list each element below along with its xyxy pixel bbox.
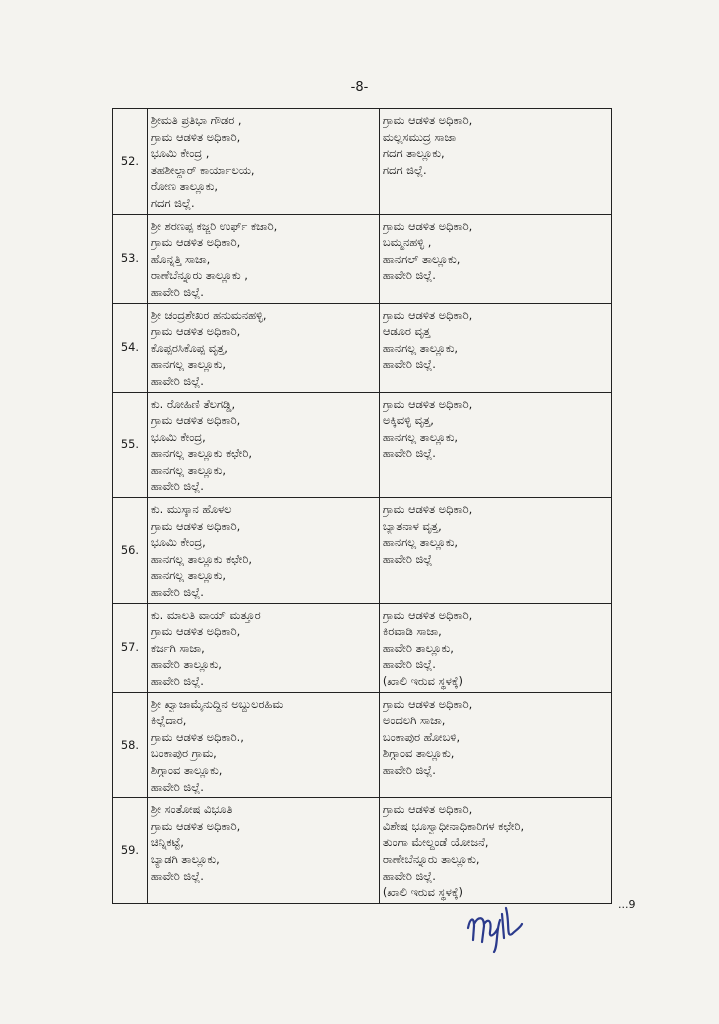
- address-line: ಭೂಮಿ ಕೇಂದ್ರ,: [150, 535, 206, 550]
- serial-number: 57.: [113, 603, 148, 692]
- address-line: ಗ್ರಾಮ ಆಡಳಿತ ಅಧಿಕಾರಿ,: [382, 113, 473, 127]
- new-posting-cell: [379, 692, 611, 798]
- transfer-table-body: [113, 109, 612, 904]
- current-posting-cell: [147, 109, 379, 215]
- address-line: ಗ್ರಾಮ ಆಡಳಿತ ಅಧಿಕಾರಿ,: [150, 624, 241, 639]
- address-line: ಹಾವೇರಿ ಜಿಲ್ಲೆ.: [382, 868, 436, 883]
- table-row: [113, 109, 612, 215]
- new-posting-cell: [379, 109, 611, 215]
- address-line: ಗ್ರಾಮ ಆಡಳಿತ ಅಧಿಕಾರಿ,: [150, 129, 241, 144]
- new-posting-cell: [379, 392, 611, 498]
- address-line: ತಹಶೀಲ್ದಾರ್ ಕಾರ್ಯಾಲಯ,: [150, 162, 255, 177]
- address-line: ಹಾವೇರಿ ಜಿಲ್ಲೆ.: [382, 657, 436, 672]
- continued-marker: ...9: [618, 898, 636, 911]
- address-line: ರಾಣೆಬೆನ್ನೂರು ತಾಲ್ಲೂಕು ,: [150, 268, 248, 283]
- address-line: ಹಾವೇರಿ ಜಿಲ್ಲೆ.: [382, 268, 436, 283]
- address-line: ಮಲ್ಲಸಮುದ್ರ ಸಾಜಾ: [382, 129, 457, 144]
- address-line: ಚಿನ್ನಿಕಟ್ಟೆ,: [150, 835, 184, 850]
- table-row: [113, 798, 612, 904]
- address-line: ಗ್ರಾಮ ಆಡಳಿತ ಅಧಿಕಾರಿ,: [382, 396, 473, 411]
- address-line: ಶ್ರೀ ಖ್ವಾಜಾಮೈನುದ್ದಿನ ಅಬ್ದುಲರಹಿಮ: [150, 696, 284, 711]
- address-line: ಗ್ರಾಮ ಆಡಳಿತ ಅಧಿಕಾರಿ,: [382, 802, 473, 817]
- address-line: ಹಾವೇರಿ ಜಿಲ್ಲೆ: [382, 551, 433, 566]
- table-row: [113, 392, 612, 498]
- address-line: ಹಾನಗಲ್ಲ ತಾಲ್ಲೂಕು,: [150, 568, 227, 583]
- address-line: ಶ್ರೀ ಶರಣಪ್ಪ ಕಜ್ಜರಿ ಉರ್ಫ್ ಕಜಾರಿ,: [150, 218, 278, 233]
- address-line: ಹಾವೇರಿ ತಾಲ್ಲೂಕು,: [382, 640, 454, 655]
- current-posting-cell: [147, 392, 379, 498]
- address-line: ಹಾವೇರಿ ಜಿಲ್ಲೆ.: [150, 479, 204, 494]
- address-line: ಶ್ರೀ ಸಂತೋಷ ವಿಭೂತಿ: [150, 802, 233, 817]
- address-line: ಬ್ಯಾತನಾಳ ವೃತ್ತ,: [382, 518, 442, 533]
- address-line: ಬಮ್ಮನಹಳ್ಳಿ ,: [382, 235, 432, 250]
- table-row: [113, 303, 612, 392]
- address-line: ಶಿಗ್ಗಾಂವ ತಾಲ್ಲೂಕು,: [382, 746, 455, 761]
- address-line: ಆಡೂರ ವೃತ್ತ: [382, 324, 431, 339]
- address-line: (ಖಾಲಿ ಇರುವ ಸ್ಥಳಕ್ಕೆ): [382, 885, 463, 900]
- address-line: ಶಿಗ್ಗಾಂವ ತಾಲ್ಲೂಕು,: [150, 762, 223, 777]
- new-posting-cell: [379, 498, 611, 604]
- address-line: ಗದಗ ಜಿಲ್ಲೆ.: [150, 195, 195, 210]
- address-line: ಹಾವೇರಿ ಜಿಲ್ಲೆ.: [150, 779, 204, 794]
- address-line: ಗ್ರಾಮ ಆಡಳಿತ ಅಧಿಕಾರಿ,: [382, 502, 473, 517]
- address-line: ಹಾನಗಲ್ಲ ತಾಲ್ಲೂಕು ಕಛೇರಿ,: [150, 551, 252, 566]
- address-line: ಕಿಲ್ಲೆದಾರ,: [150, 713, 187, 728]
- address-line: (ಖಾಲಿ ಇರುವ ಸ್ಥಳಕ್ಕೆ): [382, 674, 463, 688]
- address-line: ಹಾವೇರಿ ತಾಲ್ಲೂಕು,: [150, 657, 222, 672]
- address-line: ತುಂಗಾ ಮೇಲ್ದಂಡೆ ಯೋಜನೆ,: [382, 835, 489, 850]
- address-line: ಹಾನಗಲ್ಲ ತಾಲ್ಲೂಕು,: [150, 462, 227, 477]
- address-line: ಕೊಪ್ಪರಸಿಕೊಪ್ಪ ವೃತ್ತ,: [150, 340, 228, 355]
- new-posting-cell: [379, 303, 611, 392]
- address-line: ಗ್ರಾಮ ಆಡಳಿತ ಅಧಿಕಾರಿ,: [382, 307, 473, 322]
- address-line: ಗ್ರಾಮ ಆಡಳಿತ ಅಧಿಕಾರಿ,: [150, 818, 241, 833]
- address-line: ಹಾನಗಲ್ಲ ತಾಲ್ಲೂಕು,: [382, 429, 459, 444]
- address-line: ಗ್ರಾಮ ಆಡಳಿತ ಅಧಿಕಾರಿ,: [150, 413, 241, 428]
- address-line: ಹಾನಗಲ್ಲ ತಾಲ್ಲೂಕು ಕಛೇರಿ,: [150, 446, 252, 461]
- new-posting-cell: [379, 798, 611, 904]
- address-line: ಗ್ರಾಮ ಆಡಳಿತ ಅಧಿಕಾರಿ,: [150, 324, 241, 339]
- address-line: ಬಂಕಾಪುರ ಗ್ರಾಮ,: [150, 746, 217, 761]
- address-line: ಕಿರವಾಡಿ ಸಾಜಾ,: [382, 624, 442, 639]
- address-line: ಹೊನ್ನತ್ತಿ ಸಾಜಾ,: [150, 251, 211, 266]
- address-line: ಭೂಮಿ ಕೇಂದ್ರ,: [150, 429, 206, 444]
- current-posting-cell: [147, 214, 379, 303]
- current-posting-cell: [147, 303, 379, 392]
- serial-number: 54.: [113, 303, 148, 392]
- transfer-table: [112, 108, 612, 904]
- new-posting-cell: [379, 603, 611, 692]
- address-line: ಹಾವೇರಿ ಜಿಲ್ಲೆ.: [150, 373, 204, 388]
- address-line: ಗ್ರಾಮ ಆಡಳಿತ ಅಧಿಕಾರಿ,: [150, 235, 241, 250]
- address-line: ಕು. ರೋಹಿಣಿ ತೆಲಗಡ್ಡಿ,: [150, 396, 236, 411]
- table-row: [113, 214, 612, 303]
- address-line: ಅಂದಲಗಿ ಸಾಜಾ,: [382, 713, 446, 728]
- address-line: ಹಾವೇರಿ ಜಿಲ್ಲೆ.: [382, 357, 436, 372]
- serial-number: 52.: [113, 109, 148, 215]
- current-posting-cell: [147, 692, 379, 798]
- address-line: ಹಾವೇರಿ ಜಿಲ್ಲೆ.: [150, 868, 204, 883]
- address-line: ಗ್ರಾಮ ಆಡಳಿತ ಅಧಿಕಾರಿ,: [382, 607, 473, 622]
- current-posting-cell: [147, 603, 379, 692]
- address-line: ಭೂಮಿ ಕೇಂದ್ರ ,: [150, 146, 210, 161]
- address-line: ಗ್ರಾಮ ಆಡಳಿತ ಅಧಿಕಾರಿ.,: [150, 729, 244, 744]
- address-line: ಗ್ರಾಮ ಆಡಳಿತ ಅಧಿಕಾರಿ,: [382, 696, 473, 711]
- address-line: ಶ್ರೀಮತಿ ಪ್ರತಿಭಾ ಗೌಡರ ,: [150, 113, 242, 127]
- address-line: ಕು. ಮುಸ್ಕಾನ ಹೊಳಲ: [150, 502, 232, 517]
- address-line: ಶ್ರೀ ಚಂದ್ರಶೇಖರ ಹನುಮನಹಳ್ಳಿ,: [150, 307, 267, 322]
- table-row: [113, 498, 612, 604]
- address-line: ಕು. ಮಾಲತಿ ವಾಯ್ ಮತ್ತೂರ: [150, 607, 261, 622]
- address-line: ರೋಣ ತಾಲ್ಲೂಕು,: [150, 179, 218, 194]
- address-line: ಹಾವೇರಿ ಜಿಲ್ಲೆ.: [150, 284, 204, 299]
- address-line: ಹಾವೇರಿ ಜಿಲ್ಲೆ.: [150, 674, 204, 688]
- address-line: ಅಕ್ಕಿವಳ್ಳಿ ವೃತ್ತ,: [382, 413, 434, 428]
- address-line: ಬಂಕಾಪುರ ಹೋಬಳಿ,: [382, 729, 461, 744]
- serial-number: 58.: [113, 692, 148, 798]
- table-row: [113, 692, 612, 798]
- serial-number: 56.: [113, 498, 148, 604]
- address-line: ಬ್ಯಾಡಗಿ ತಾಲ್ಲೂಕು,: [150, 851, 220, 866]
- serial-number: 55.: [113, 392, 148, 498]
- address-line: ಹಾವೇರಿ ಜಿಲ್ಲೆ.: [382, 762, 436, 777]
- address-line: ಗದಗ ಜಿಲ್ಲೆ.: [382, 162, 427, 177]
- address-line: ವಿಶೇಷ ಭೂಸ್ವಾಧೀನಾಧಿಕಾರಿಗಳ ಕಛೇರಿ,: [382, 818, 525, 833]
- address-line: ಗ್ರಾಮ ಆಡಳಿತ ಅಧಿಕಾರಿ,: [150, 518, 241, 533]
- new-posting-cell: [379, 214, 611, 303]
- address-line: ಹಾನಗಲ್ ತಾಲ್ಲೂಕು,: [382, 251, 461, 266]
- address-line: ಹಾನಗಲ್ಲ ತಾಲ್ಲೂಕು,: [150, 357, 227, 372]
- signature-mark: [460, 898, 570, 958]
- address-line: ಹಾವೇರಿ ಜಿಲ್ಲೆ.: [150, 585, 204, 600]
- address-line: ಹಾನಗಲ್ಲ ತಾಲ್ಲೂಕು,: [382, 340, 459, 355]
- address-line: ಕರ್ಜಗಿ ಸಾಜಾ,: [150, 640, 205, 655]
- table-row: [113, 603, 612, 692]
- current-posting-cell: [147, 798, 379, 904]
- address-line: ಗ್ರಾಮ ಆಡಳಿತ ಅಧಿಕಾರಿ,: [382, 218, 473, 233]
- serial-number: 53.: [113, 214, 148, 303]
- address-line: ಹಾವೇರಿ ಜಿಲ್ಲೆ.: [382, 446, 436, 461]
- signature: [460, 898, 570, 962]
- address-line: ರಾಣೇಬೆನ್ನೂರು ತಾಲ್ಲೂಕು,: [382, 851, 480, 866]
- address-line: ಹಾನಗಲ್ಲ ತಾಲ್ಲೂಕು,: [382, 535, 459, 550]
- page-number: -8-: [350, 80, 369, 95]
- current-posting-cell: [147, 498, 379, 604]
- address-line: ಗದಗ ತಾಲ್ಲೂಕು,: [382, 146, 445, 161]
- serial-number: 59.: [113, 798, 148, 904]
